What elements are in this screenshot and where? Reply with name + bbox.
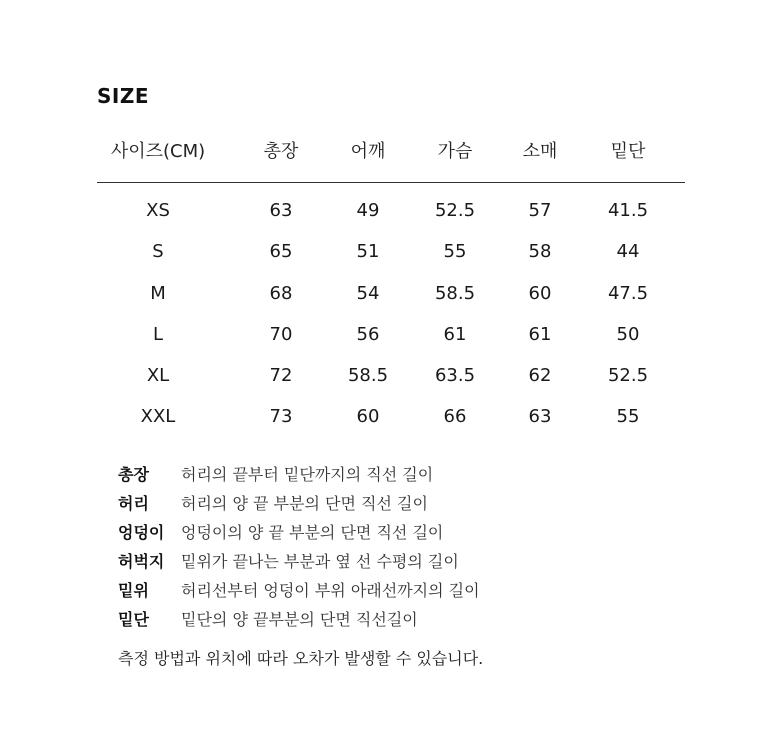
table-cell: 63 [269, 200, 293, 221]
note-term: 총장 [118, 465, 149, 484]
size-label: XL [146, 365, 170, 386]
table-cell: 73 [269, 406, 293, 427]
table-cell: 51 [356, 241, 380, 262]
table-cell: 50 [616, 324, 640, 345]
table-cell: 63.5 [434, 365, 476, 386]
table-cell: 58.5 [434, 283, 476, 304]
note-description: 엉덩이의 양 끝 부분의 단면 직선 길이 [181, 523, 444, 542]
note-description: 허리선부터 엉덩이 부위 아래선까지의 길이 [181, 581, 480, 600]
table-cell: 55 [616, 406, 640, 427]
table-cell: 49 [356, 200, 380, 221]
page-title: SIZE [97, 84, 150, 108]
table-cell: 60 [356, 406, 380, 427]
note-description: 허리의 끝부터 밑단까지의 직선 길이 [181, 465, 434, 484]
table-cell: 57 [528, 200, 552, 221]
table-cell: 58.5 [347, 365, 389, 386]
table-row [97, 199, 685, 223]
table-cell: 52.5 [607, 365, 649, 386]
table-cell: 68 [269, 283, 293, 304]
header-hem: 밑단 [610, 141, 646, 162]
note-description: 밑위가 끝나는 부분과 옆 선 수평의 길이 [181, 552, 459, 571]
header-divider [97, 182, 685, 183]
measurement-disclaimer: 측정 방법과 위치에 따라 오차가 발생할 수 있습니다. [118, 649, 484, 668]
header-total-length: 총장 [263, 141, 299, 162]
header-chest: 가슴 [437, 141, 473, 162]
table-header-row [97, 140, 685, 168]
table-cell: 60 [528, 283, 552, 304]
table-row [97, 323, 685, 347]
header-size: 사이즈(CM) [110, 141, 206, 162]
note-description: 밑단의 양 끝부분의 단면 직선길이 [181, 610, 418, 629]
table-cell: 72 [269, 365, 293, 386]
table-cell: 65 [269, 241, 293, 262]
header-shoulder: 어깨 [350, 141, 386, 162]
table-cell: 47.5 [607, 283, 649, 304]
table-cell: 41.5 [607, 200, 649, 221]
table-row [97, 364, 685, 388]
table-cell: 62 [528, 365, 552, 386]
table-cell: 63 [528, 406, 552, 427]
table-cell: 61 [443, 324, 467, 345]
table-cell: 66 [443, 406, 467, 427]
size-label: XS [146, 200, 170, 221]
table-cell: 54 [356, 283, 380, 304]
table-cell: 56 [356, 324, 380, 345]
size-label: L [152, 324, 164, 345]
size-label: M [150, 283, 166, 304]
note-description: 허리의 양 끝 부분의 단면 직선 길이 [181, 494, 428, 513]
table-cell: 44 [616, 241, 640, 262]
size-label: XXL [140, 406, 176, 427]
note-term: 허리 [118, 494, 149, 513]
note-term: 밑위 [118, 581, 149, 600]
size-label: S [152, 241, 164, 262]
note-term: 밑단 [118, 610, 149, 629]
table-cell: 55 [443, 241, 467, 262]
note-term: 엉덩이 [118, 523, 165, 542]
table-cell: 52.5 [434, 200, 476, 221]
header-sleeve: 소매 [522, 141, 558, 162]
note-term: 허벅지 [118, 552, 165, 571]
table-cell: 70 [269, 324, 293, 345]
table-cell: 61 [528, 324, 552, 345]
table-cell: 58 [528, 241, 552, 262]
table-row [97, 405, 685, 429]
table-row [97, 240, 685, 264]
table-row [97, 282, 685, 306]
